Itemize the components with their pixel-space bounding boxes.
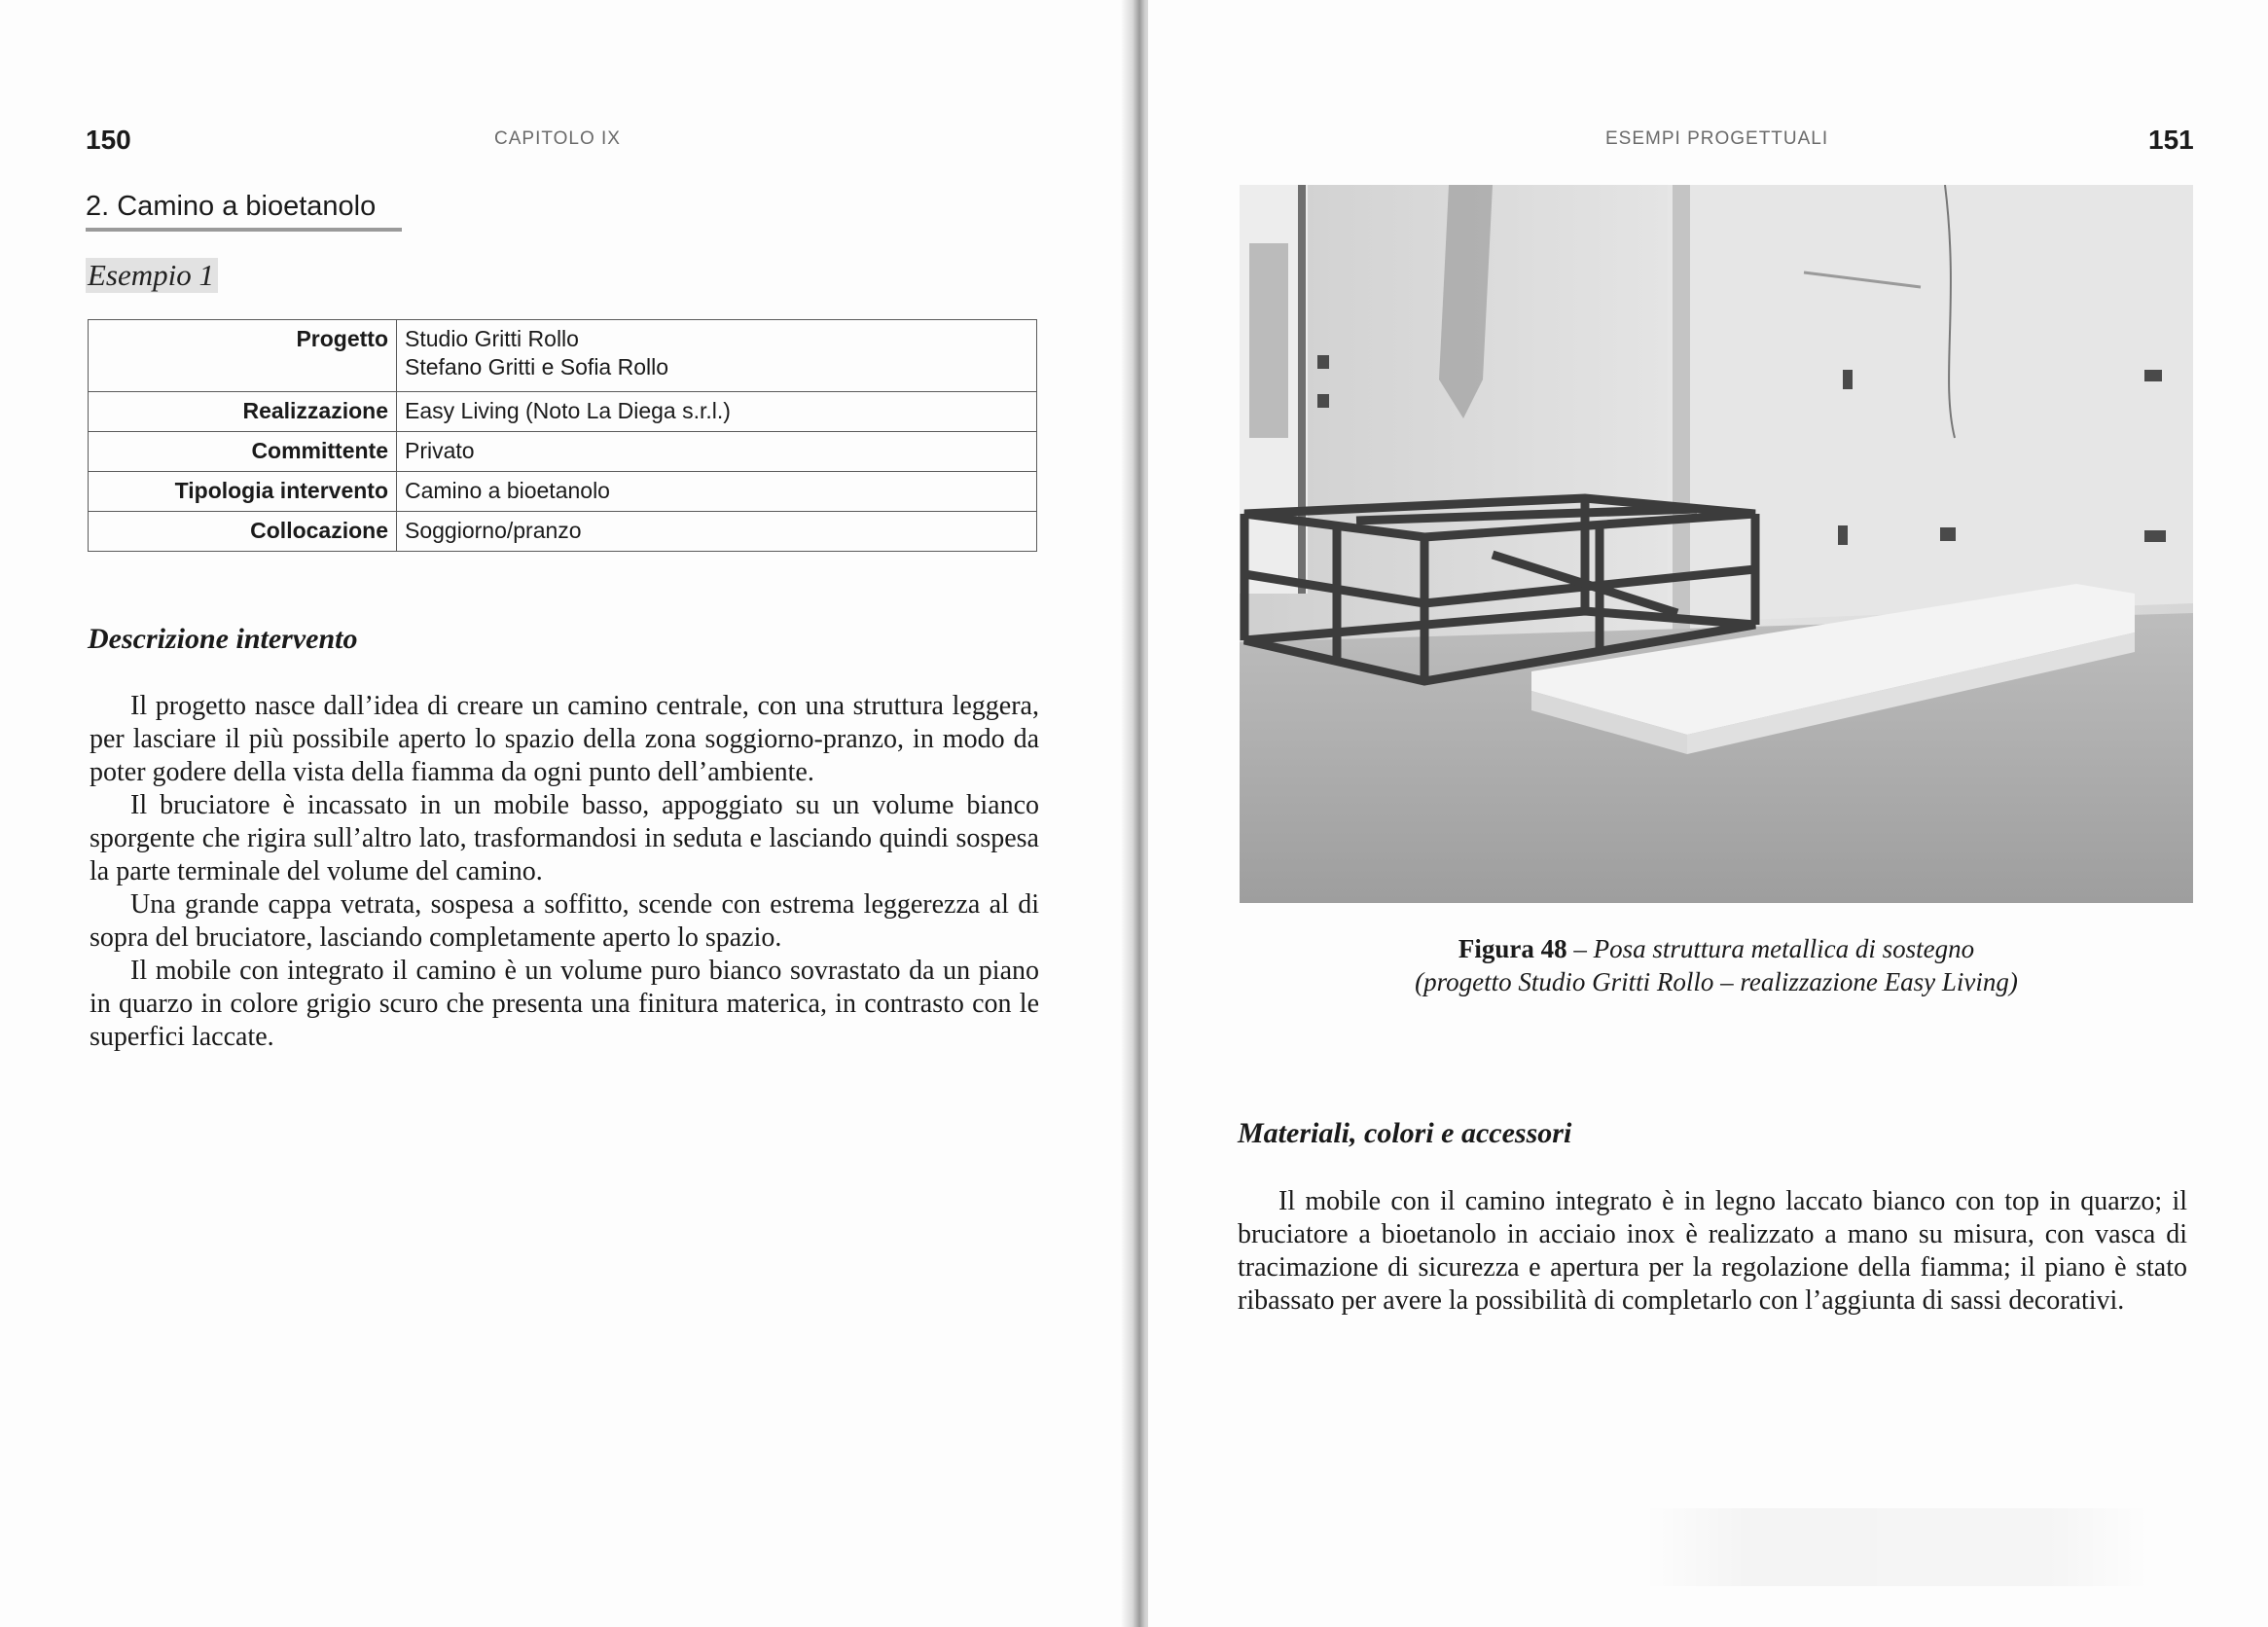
page-number: 151 xyxy=(2148,125,2194,155)
section-title-underline xyxy=(86,228,402,232)
materials-text xyxy=(1238,1185,2187,1318)
table-label: Tipologia intervento xyxy=(89,472,397,512)
table-row xyxy=(89,320,1037,392)
description-text xyxy=(90,690,1039,1054)
fireplace-steel-frame-photo xyxy=(1240,185,2193,903)
table-value xyxy=(397,320,1037,392)
figure-caption xyxy=(1240,932,2193,998)
table-value-line: Stefano Gritti e Sofia Rollo xyxy=(405,354,669,380)
table-value-line: Studio Gritti Rollo xyxy=(405,326,579,351)
section-title: 2. Camino a bioetanolo xyxy=(86,191,377,222)
page-number: 150 xyxy=(86,125,131,155)
paragraph: Una grande cappa vetrata, sospesa a soffitto, scende con estrema leggerezza al di sopra del bruciatore, lasciando completamente aperto lo spazio. xyxy=(90,889,1039,953)
table-value: Camino a bioetanolo xyxy=(397,472,1037,512)
figure-label: Figura 48 xyxy=(1458,934,1567,963)
paragraph: Il bruciatore è incassato in un mobile basso, appoggiato su un volume bianco sporgente che rigira sull’altro lato, trasformandosi in seduta e lasciando quindi sospesa la parte terminale del volume del camino. xyxy=(90,790,1039,886)
table-label: Realizzazione xyxy=(89,392,397,432)
table-row xyxy=(89,472,1037,512)
figure-credit xyxy=(1240,965,2193,998)
materials-heading: Materiali, colori e accessori xyxy=(1238,1117,1572,1149)
figure-caption-line xyxy=(1240,932,2193,965)
figure-credit-text: (progetto Studio Gritti Rollo – realizzazione Easy Living) xyxy=(1415,967,2018,996)
paragraph: Il mobile con integrato il camino è un volume puro bianco sovrastato da un piano in quarzo in colore grigio scuro che presenta una finitura materica, in contrasto con le superfici laccate. xyxy=(90,956,1039,1052)
table-label: Committente xyxy=(89,432,397,472)
running-head: ESEMPI PROGETTUALI xyxy=(1605,128,1829,149)
table-row xyxy=(89,432,1037,472)
paragraph: Il progetto nasce dall’idea di creare un camino centrale, con una struttura leggera, per lasciare il più possibile aperto lo spazio della zona soggiorno-pranzo, in modo da poter godere della vista della fiamma da ogni punto dell’ambiente. xyxy=(90,691,1039,787)
example-label: Esempio 1 xyxy=(86,258,218,293)
running-head: CAPITOLO IX xyxy=(494,128,621,149)
table-label: Collocazione xyxy=(89,512,397,552)
table-row xyxy=(89,512,1037,552)
show-through-smudge xyxy=(1644,1508,2150,1586)
paragraph: Il mobile con il camino integrato è in legno laccato bianco con top in quarzo; il bruciatore a bioetanolo in acciaio inox è realizzato a mano su misura, con vasca di tracimazione di sicurezza e apertura per la regolazione della fiamma; il piano è stato ribassato per avere la possibilità di completarlo con l’aggiunta di sassi decorativi. xyxy=(1238,1186,2187,1316)
table-label: Progetto xyxy=(89,320,397,392)
figure-title: Posa struttura metallica di sostegno xyxy=(1593,934,1975,963)
table-value: Soggiorno/pranzo xyxy=(397,512,1037,552)
table-value: Privato xyxy=(397,432,1037,472)
project-info-table xyxy=(88,319,1037,552)
figure-separator: – xyxy=(1566,934,1594,963)
description-heading: Descrizione intervento xyxy=(88,623,358,655)
table-row xyxy=(89,392,1037,432)
table-value: Easy Living (Noto La Diega s.r.l.) xyxy=(397,392,1037,432)
